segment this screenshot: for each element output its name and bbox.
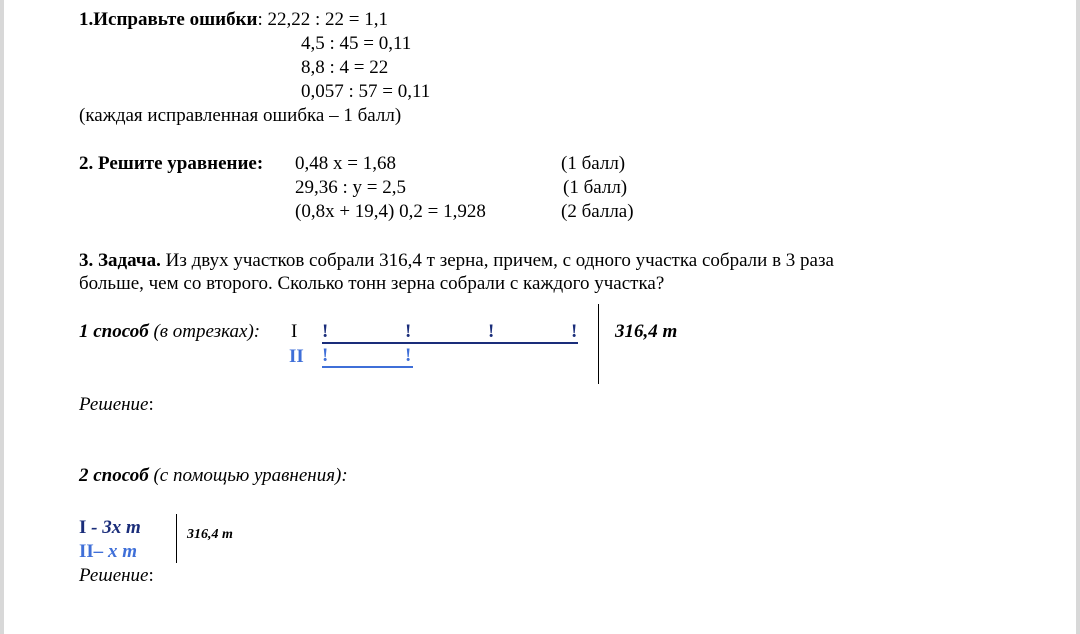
task2-eq-1: 0,48 x = 1,68 (295, 153, 396, 174)
segment-line-row2 (322, 366, 413, 368)
method1-solution-colon: : (148, 394, 154, 415)
method1-row1-label: I (291, 321, 298, 342)
task3-line-1 (79, 250, 834, 272)
task3-text-2: больше, чем со второго. Сколько тонн зерна собрали с каждого участка? (79, 273, 665, 294)
segment-marker-row1-2: ! (405, 321, 412, 342)
method2-row2-expr: – x т (93, 541, 138, 562)
task2-points-2: (1 балл) (563, 177, 628, 198)
task2-eq-2: 29,36 : y = 2,5 (295, 177, 406, 198)
task1-note: (каждая исправленная ошибка – 1 балл) (79, 105, 402, 126)
method2-row2-roman: II (79, 541, 94, 562)
method1-heading (79, 321, 260, 343)
method1-row2-label: II (289, 346, 304, 367)
segment-marker-row1-1: ! (322, 321, 329, 342)
task1-line-1: 22,22 : 22 = 1,1 (267, 9, 388, 30)
task1-colon: : (257, 9, 263, 30)
method2-row1-roman: I (79, 517, 87, 538)
segment-marker-row1-4: ! (571, 321, 578, 342)
task2-points-1: (1 балл) (561, 153, 626, 174)
page-left-edge (0, 0, 4, 634)
task1-line-2: 4,5 : 45 = 0,11 (301, 33, 412, 54)
method2-heading (79, 465, 348, 487)
method1-subtitle: (в отрезках): (153, 321, 261, 342)
task2-points-3: (2 балла) (561, 201, 634, 222)
task1-heading-line (79, 9, 388, 31)
method2-solution-label: Решение (79, 565, 149, 586)
task2-label: 2. Решите уравнение: (79, 153, 264, 174)
task1-label: 1.Исправьте ошибки (79, 9, 258, 30)
method2-brace-line (176, 514, 177, 563)
method2-row2 (79, 541, 137, 563)
task3-label: 3. Задача. (79, 250, 161, 271)
segment-marker-row1-3: ! (488, 321, 495, 342)
task2-eq-3: (0,8x + 19,4) 0,2 = 1,928 (295, 201, 486, 222)
segment-marker-row2-2: ! (405, 345, 412, 366)
method1-total: 316,4 т (615, 321, 678, 342)
method1-solution-label: Решение (79, 394, 149, 415)
page-right-edge (1076, 0, 1080, 634)
method2-row1 (79, 517, 141, 539)
task3-text-1: Из двух участков собрали 316,4 т зерна, причем, с одного участка собрали в 3 раза (165, 250, 834, 271)
method2-row1-expr: - 3x т (91, 517, 141, 538)
method2-total: 316,4 т (187, 527, 233, 542)
segment-line-row1 (322, 342, 578, 344)
method1-title: 1 способ (79, 321, 149, 342)
method2-solution-colon: : (148, 565, 154, 586)
method2-solution (79, 565, 154, 587)
task1-line-4: 0,057 : 57 = 0,11 (301, 81, 431, 102)
method1-brace-line (598, 304, 599, 384)
method2-subtitle: (с помощью уравнения): (153, 465, 348, 486)
segment-marker-row2-1: ! (322, 345, 329, 366)
method2-title: 2 способ (79, 465, 149, 486)
task1-line-3: 8,8 : 4 = 22 (301, 57, 389, 78)
method1-solution (79, 394, 154, 416)
